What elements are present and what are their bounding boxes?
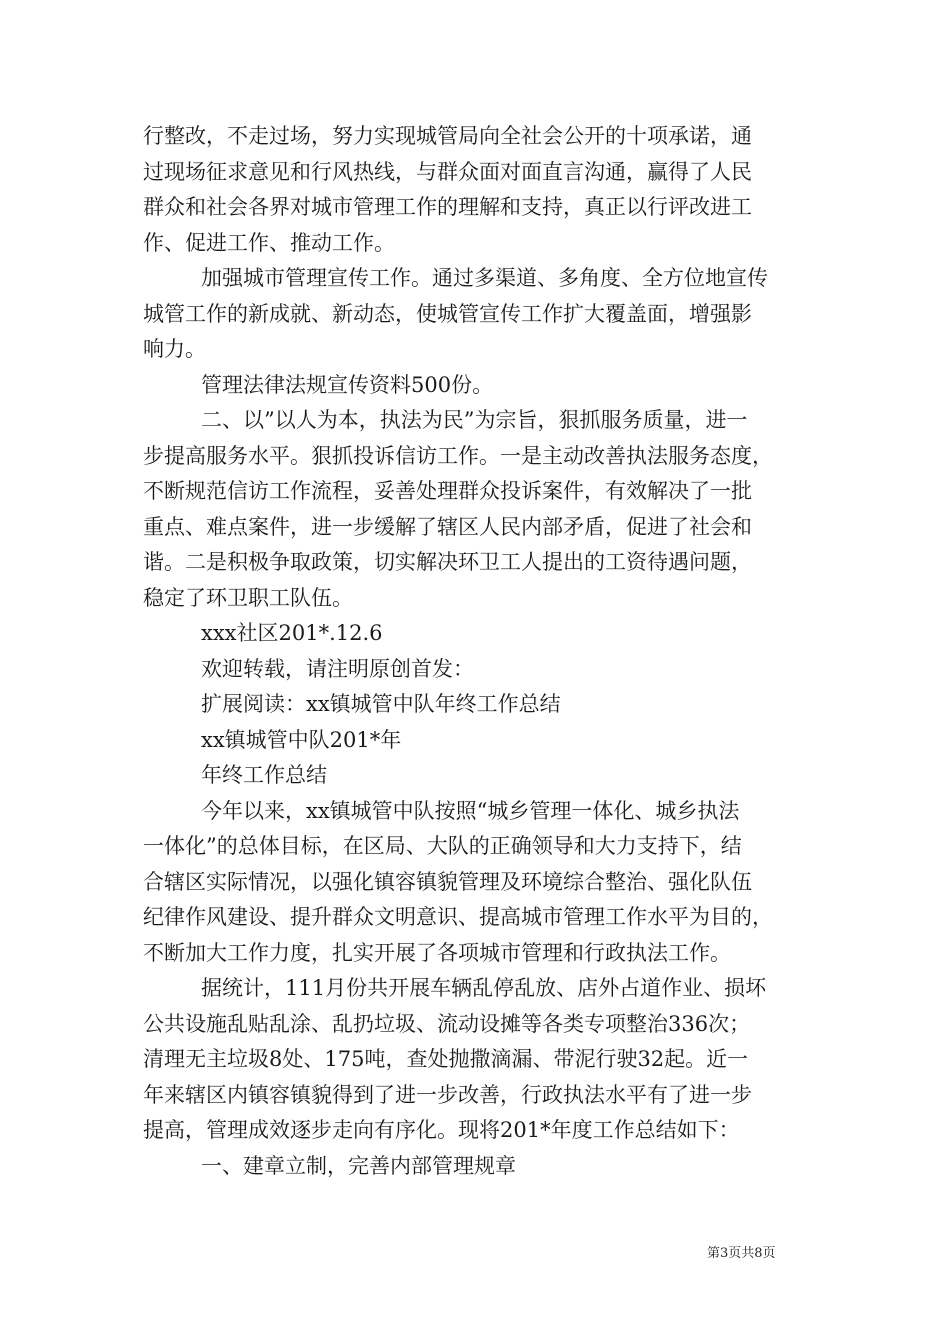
text-line: 谐。二是积极争取政策，切实解决环卫工人提出的工资待遇问题， bbox=[143, 550, 752, 574]
text-line: 城管工作的新成就、新动态，使城管宣传工作扩大覆盖面，增强影 bbox=[143, 301, 752, 326]
document-body bbox=[143, 119, 813, 1184]
text-line: 二、以”以人为本，执法为民”为宗旨，狠抓服务质量，进一 bbox=[201, 408, 748, 432]
text-line: 据统计，111月份共开展车辆乱停乱放、店外占道作业、损坏 bbox=[201, 976, 767, 1000]
text-line: 稳定了环卫职工队伍。 bbox=[143, 585, 353, 610]
text-line: 欢迎转载，请注明原创首发： bbox=[201, 656, 474, 681]
text-line: 重点、难点案件，进一步缓解了辖区人民内部矛盾，促进了社会和 bbox=[143, 514, 752, 539]
text-line: 一体化”的总体目标，在区局、大队的正确领导和大力支持下，结 bbox=[143, 834, 742, 858]
text-line: 公共设施乱贴乱涂、乱扔垃圾、流动设摊等各类专项整治336次； bbox=[143, 1011, 751, 1036]
text-line: 加强城市管理宣传工作。通过多渠道、多角度、全方位地宣传 bbox=[201, 266, 768, 290]
text-line: 过现场征求意见和行风热线，与群众面对面直言沟通，赢得了人民 bbox=[143, 159, 752, 184]
text-line: 年来辖区内镇容镇貌得到了进一步改善，行政执法水平有了进一步 bbox=[143, 1082, 752, 1107]
text-line: 一、建章立制，完善内部管理规章 bbox=[201, 1153, 516, 1178]
text-line: 响力。 bbox=[143, 337, 206, 361]
text-line: 清理无主垃圾8处、175吨，查处抛撒滴漏、带泥行驶32起。近一 bbox=[143, 1047, 749, 1071]
text-line: 不断加大工作力度，扎实开展了各项城市管理和行政执法工作。 bbox=[143, 940, 731, 965]
text-line: 管理法律法规宣传资料500份。 bbox=[201, 372, 494, 397]
text-line: 行整改，不走过场，努力实现城管局向全社会公开的十项承诺，通 bbox=[143, 124, 752, 148]
page-number: 第3页共8页 bbox=[707, 1246, 776, 1261]
text-line: 作、促进工作、推动工作。 bbox=[143, 230, 395, 255]
text-line: 步提高服务水平。狠抓投诉信访工作。一是主动改善执法服务态度， bbox=[143, 443, 773, 468]
text-line: 纪律作风建设、提升群众文明意识、提高城市管理工作水平为目的， bbox=[143, 905, 773, 929]
text-line: 不断规范信访工作流程，妥善处理群众投诉案件，有效解决了一批 bbox=[143, 479, 752, 503]
text-line: 合辖区实际情况，以强化镇容镇貌管理及环境综合整治、强化队伍 bbox=[143, 869, 752, 894]
text-line: xx镇城管中队201*年 bbox=[201, 727, 402, 752]
text-line: xxx社区201*.12.6 bbox=[201, 621, 383, 645]
text-line: 扩展阅读：xx镇城管中队年终工作总结 bbox=[201, 692, 561, 716]
text-line: 提高，管理成效逐步走向有序化。现将201*年度工作总结如下： bbox=[143, 1118, 740, 1142]
text-line: 群众和社会各界对城市管理工作的理解和支持，真正以行评改进工 bbox=[143, 195, 752, 219]
text-line: 今年以来，xx镇城管中队按照“城乡管理一体化、城乡执法 bbox=[201, 798, 740, 823]
text-line: 年终工作总结 bbox=[201, 763, 327, 787]
